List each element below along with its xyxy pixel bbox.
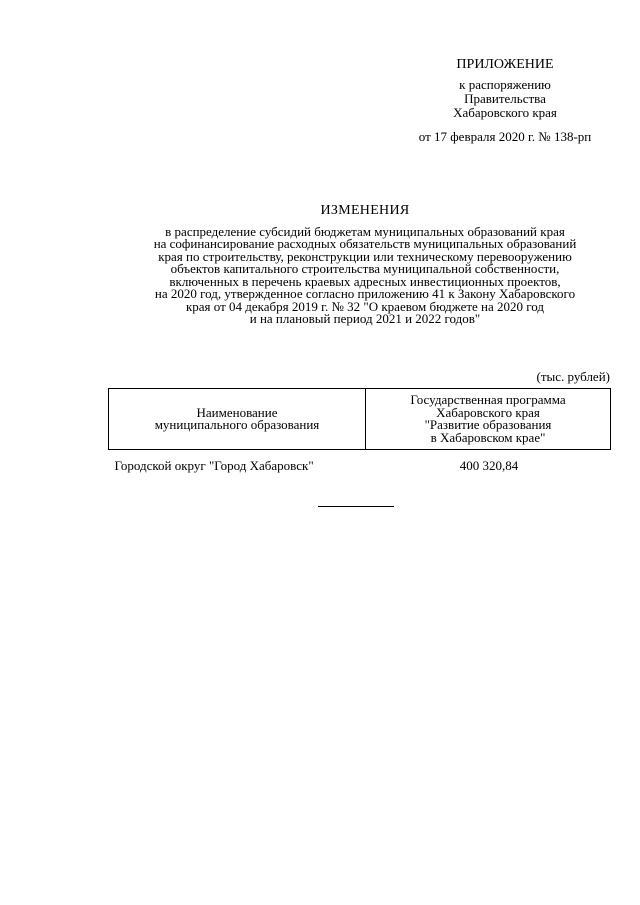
table-row (109, 450, 611, 473)
appendix-block (380, 58, 630, 144)
appendix-line-1: к распоряжению (459, 77, 551, 92)
column-header-municipality (109, 389, 366, 450)
heading-line: края по строительству, реконструкции или техническому перевооружению (158, 248, 572, 264)
heading-line: включенных в перечень краевых адресных инвестиционных проектов, (169, 273, 561, 289)
heading-line: края от 04 декабря 2019 г. № 32 "О краевом бюджете на 2020 год (185, 298, 545, 314)
appendix-line-3: Хабаровского края (453, 105, 557, 120)
end-divider (318, 506, 394, 507)
header-line: Наименование (196, 404, 278, 420)
amount-cell: 400 320,84 (459, 458, 519, 473)
heading-line: на софинансирование расходных обязательств муниципальных образований (153, 236, 577, 251)
column-header-program (366, 389, 611, 450)
header-line: Государственная программа (410, 392, 566, 407)
heading-line: объектов капитального строительства муниципальной собственности, (170, 261, 560, 276)
header-line: муниципального образования (154, 417, 320, 432)
heading-line: в распределение субсидий бюджетам муниципальных образований края (165, 223, 565, 239)
municipality-name-cell: Городской округ "Город Хабаровск" (114, 458, 314, 473)
header-line: в Хабаровском крае" (430, 429, 546, 445)
document-heading (105, 205, 625, 326)
heading-line: на 2020 год, утвержденное согласно приложению 41 к Закону Хабаровского (154, 286, 576, 301)
document-title: ИЗМЕНЕНИЯ (320, 203, 410, 218)
subsidy-table (108, 388, 611, 473)
heading-line: и на плановый период 2021 и 2022 годов" (249, 311, 481, 326)
header-line: Хабаровского края (436, 404, 540, 420)
header-line: "Развитие образования (424, 417, 552, 432)
table-header-row (109, 389, 611, 450)
units-label: (тыс. рублей) (536, 369, 610, 384)
appendix-title: ПРИЛОЖЕНИЕ (456, 57, 554, 72)
appendix-date: от 17 февраля 2020 г. № 138-рп (418, 129, 592, 144)
appendix-line-2: Правительства (464, 91, 546, 106)
